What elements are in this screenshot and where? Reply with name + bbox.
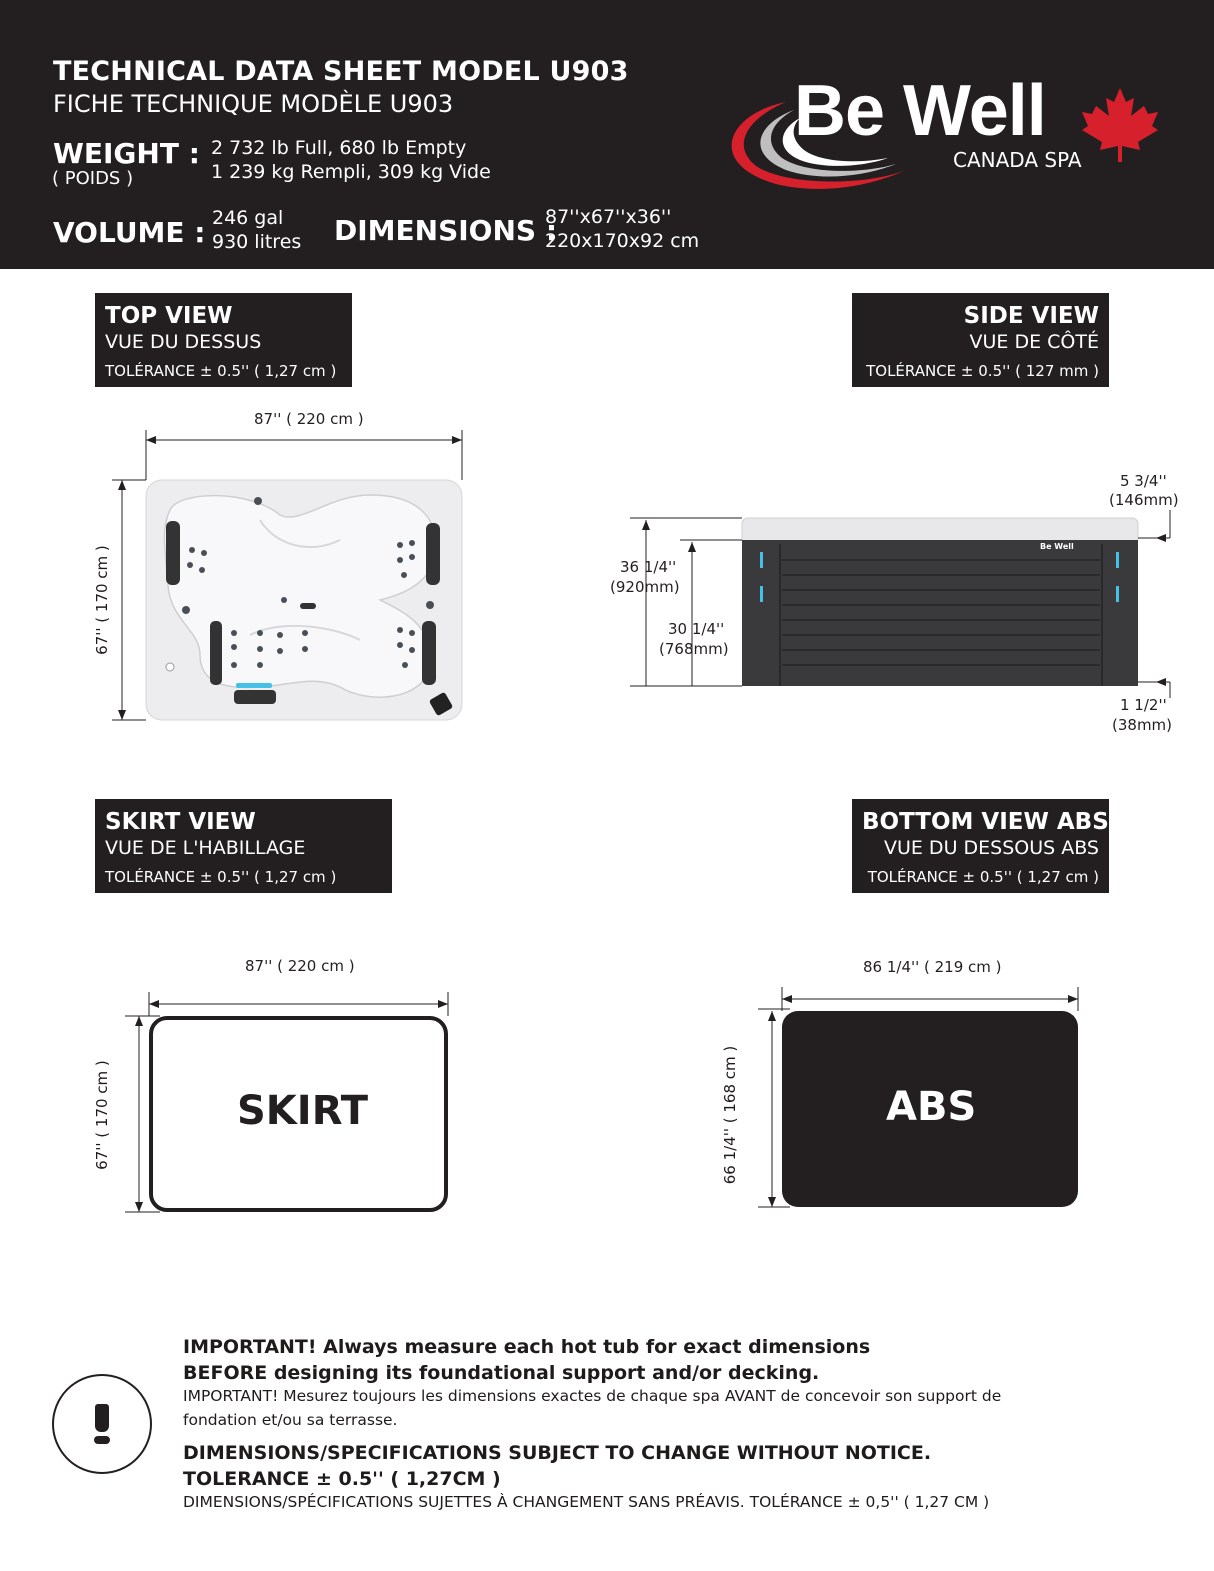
volume-value-litres: 930 litres — [212, 231, 302, 253]
maple-leaf-icon — [1080, 84, 1160, 164]
bottom-view-subtitle: VUE DU DESSOUS ABS — [883, 837, 1099, 859]
side-top-dim-mm: (146mm) — [1109, 491, 1179, 509]
top-view-label — [95, 293, 352, 387]
skirt-shape-label: SKIRT — [237, 1088, 368, 1134]
weight-value-kg: 1 239 kg Rempli, 309 kg Vide — [211, 161, 491, 183]
skirt-view-title: SKIRT VIEW — [105, 809, 256, 835]
logo-tagline: CANADA SPA — [953, 148, 1082, 172]
be-well-logo — [716, 71, 1166, 194]
bottom-view-title: BOTTOM VIEW ABS — [862, 809, 1109, 835]
side-view-title: SIDE VIEW — [963, 303, 1099, 329]
side-skirt-height-mm: (768mm) — [659, 640, 729, 658]
dimensions-value-cm: 220x170x92 cm — [545, 230, 700, 252]
notice-line-6: TOLERANCE ± 0.5'' ( 1,27CM ) — [183, 1468, 501, 1490]
top-view-title: TOP VIEW — [105, 303, 233, 329]
weight-sublabel: ( POIDS ) — [52, 168, 134, 189]
bottom-width-label: 86 1/4'' ( 219 cm ) — [863, 958, 1002, 976]
notice-line-5: DIMENSIONS/SPECIFICATIONS SUBJECT TO CHANGE WITHOUT NOTICE. — [183, 1442, 932, 1464]
notice-line-7: DIMENSIONS/SPÉCIFICATIONS SUJETTES À CHANGEMENT SANS PRÉAVIS. TOLÉRANCE ± 0,5'' ( 1,27 CM ) — [183, 1493, 990, 1511]
logo-brand-text: Be Well — [794, 71, 1046, 151]
sheet-subtitle: FICHE TECHNIQUE MODÈLE U903 — [53, 90, 454, 118]
skirt-view-tolerance: TOLÉRANCE ± 0.5'' ( 1,27 cm ) — [105, 868, 337, 886]
notice-line-2: BEFORE designing its foundational support and/or decking. — [183, 1362, 820, 1384]
bottom-height-label: 66 1/4'' ( 168 cm ) — [721, 1045, 739, 1185]
bottom-view-label — [852, 799, 1109, 893]
notice-line-1: IMPORTANT! Always measure each hot tub for exact dimensions — [183, 1336, 871, 1358]
skirt-view-subtitle: VUE DE L'HABILLAGE — [105, 837, 306, 859]
side-view-drawing — [630, 500, 1190, 700]
skirt-view-label — [95, 799, 392, 893]
exclamation-icon — [52, 1374, 152, 1474]
side-skirt-height: 30 1/4'' — [668, 620, 725, 638]
skirt-height-label: 67'' ( 170 cm ) — [93, 1060, 111, 1170]
weight-label: WEIGHT : — [53, 137, 200, 170]
volume-label: VOLUME : — [53, 216, 206, 249]
bottom-view-tolerance: TOLÉRANCE ± 0.5'' ( 1,27 cm ) — [867, 868, 1099, 886]
side-top-dim: 5 3/4'' — [1120, 472, 1167, 490]
side-view-badge: Be Well — [1040, 542, 1074, 551]
notice-line-4: fondation et/ou sa terrasse. — [183, 1411, 398, 1429]
side-bottom-dim-mm: (38mm) — [1112, 716, 1173, 734]
side-total-height-mm: (920mm) — [610, 578, 680, 596]
weight-value-lb: 2 732 lb Full, 680 lb Empty — [211, 137, 467, 159]
volume-value-gal: 246 gal — [212, 207, 284, 229]
skirt-width-label: 87'' ( 220 cm ) — [245, 957, 355, 975]
notice-line-3: IMPORTANT! Mesurez toujours les dimensions exactes de chaque spa AVANT de concevoir son support de — [183, 1387, 1002, 1405]
abs-shape-label: ABS — [886, 1084, 977, 1130]
sheet-title: TECHNICAL DATA SHEET MODEL U903 — [53, 56, 629, 87]
side-view-subtitle: VUE DE CÔTÉ — [969, 331, 1099, 353]
top-view-tolerance: TOLÉRANCE ± 0.5'' ( 1,27 cm ) — [105, 362, 337, 380]
side-view-tolerance: TOLÉRANCE ± 0.5'' ( 127 mm ) — [866, 362, 1099, 380]
top-view-height-label: 67'' ( 170 cm ) — [93, 545, 111, 655]
top-view-width-label: 87'' ( 220 cm ) — [254, 410, 364, 428]
dimensions-value-in: 87''x67''x36'' — [545, 206, 672, 228]
dimensions-label: DIMENSIONS : — [334, 214, 558, 247]
side-view-label — [852, 293, 1109, 387]
top-view-drawing — [100, 425, 480, 730]
header-banner — [0, 0, 1214, 269]
top-view-subtitle: VUE DU DESSUS — [105, 331, 262, 353]
side-total-height: 36 1/4'' — [620, 558, 677, 576]
side-bottom-dim: 1 1/2'' — [1120, 696, 1167, 714]
